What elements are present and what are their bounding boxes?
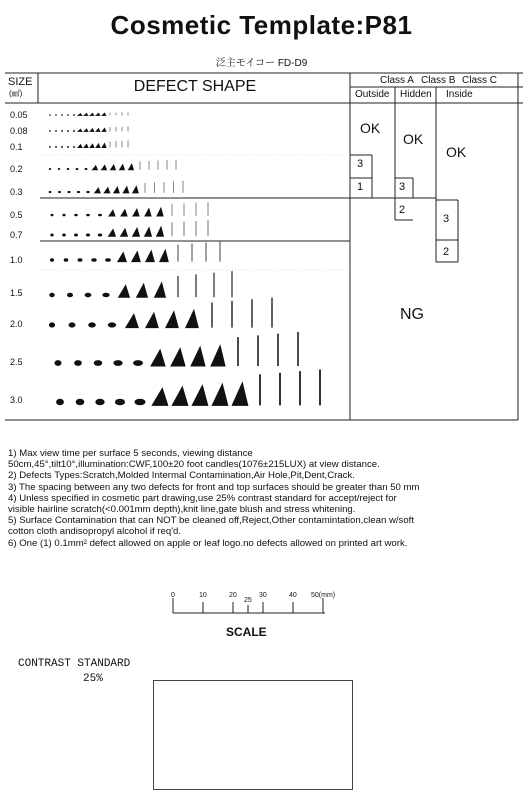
hidden-label: Hidden	[400, 89, 432, 100]
scale-tick: 40	[289, 592, 297, 599]
note-line: 6) One (1) 0.1mm² defect allowed on apple or leaf logo.no defects allowed on printed art work.	[8, 537, 408, 549]
class-a-ok: OK	[360, 120, 381, 136]
outside-label: Outside	[355, 89, 390, 100]
note-line: 4) Unless specified in cosmetic part drawing,use 25% contrast standard for accept/reject for	[8, 492, 397, 504]
class-b-label: Class B	[421, 75, 456, 86]
inside-label: Inside	[446, 89, 473, 100]
scale-tick: 0	[171, 592, 175, 599]
size-label: 0.1	[10, 142, 23, 152]
document-code: 泛主モイコー FD-D9	[215, 58, 308, 69]
scale-tick: 20	[229, 592, 237, 599]
size-label: 0.2	[10, 164, 23, 174]
class-c-label: Class C	[462, 75, 498, 86]
contrast-percent: 25%	[83, 673, 103, 685]
page-title: Cosmetic Template:P81	[110, 10, 413, 40]
scale-label: SCALE	[226, 625, 267, 639]
class-a-label: Class A	[380, 75, 414, 86]
size-label: 0.08	[10, 126, 28, 136]
size-label: 1.0	[10, 255, 23, 265]
size-label: 0.7	[10, 230, 23, 240]
size-unit: (㎟)	[9, 89, 23, 98]
note-line: 2) Defects Types:Scratch,Molded Intermal Contamination,Air Hole,Pit,Dent,Crack.	[8, 470, 355, 482]
class-b-ok: OK	[403, 131, 424, 147]
size-label: 2.5	[10, 357, 23, 367]
scale-tick: 25	[244, 597, 252, 604]
size-header: SIZE	[8, 76, 33, 88]
class-c-ok: OK	[446, 144, 467, 160]
scale-tick: 50(mm)	[311, 592, 336, 599]
size-label: 2.0	[10, 319, 23, 329]
scale-tick: 30	[259, 592, 267, 599]
size-label: 0.05	[10, 110, 28, 120]
class-a-count-02: 3	[357, 158, 364, 170]
note-line: 50cm,45°,tilt10°,illumination:CWF,100±20 foot candles(1076±215LUX) at view distance.	[8, 459, 380, 471]
class-b-count-03: 3	[399, 181, 406, 193]
note-line: 5) Surface Contamination that can NOT be cleaned off,Reject,Other contamintation,clean w/soft	[8, 515, 415, 527]
size-label: 0.5	[10, 210, 23, 220]
note-line: cotton cloth andisopropyl alcohol if req'd.	[8, 526, 182, 538]
class-c-count-05: 3	[443, 213, 450, 225]
size-label: 3.0	[10, 395, 23, 405]
class-c-count-07: 2	[443, 246, 450, 258]
contrast-standard-label: CONTRAST STANDARD	[18, 658, 131, 670]
note-line: visible hairline scratch(<0.001mm depth),knit line,gate blush and stress whitening.	[8, 504, 356, 516]
size-label: 1.5	[10, 288, 23, 298]
scale-tick: 10	[199, 592, 207, 599]
contrast-swatch	[153, 680, 353, 790]
note-line: 1) Max view time per surface 5 seconds, viewing distance	[8, 448, 253, 459]
ng-label: NG	[400, 306, 424, 323]
note-line: 3) The spacing between any two defects for front and top surfaces should be greater than 50 mm	[8, 481, 420, 493]
size-label: 0.3	[10, 187, 23, 197]
class-b-count-05: 2	[399, 204, 406, 216]
defect-shape-header: DEFECT SHAPE	[133, 78, 257, 95]
class-a-count-03: 1	[357, 181, 364, 193]
